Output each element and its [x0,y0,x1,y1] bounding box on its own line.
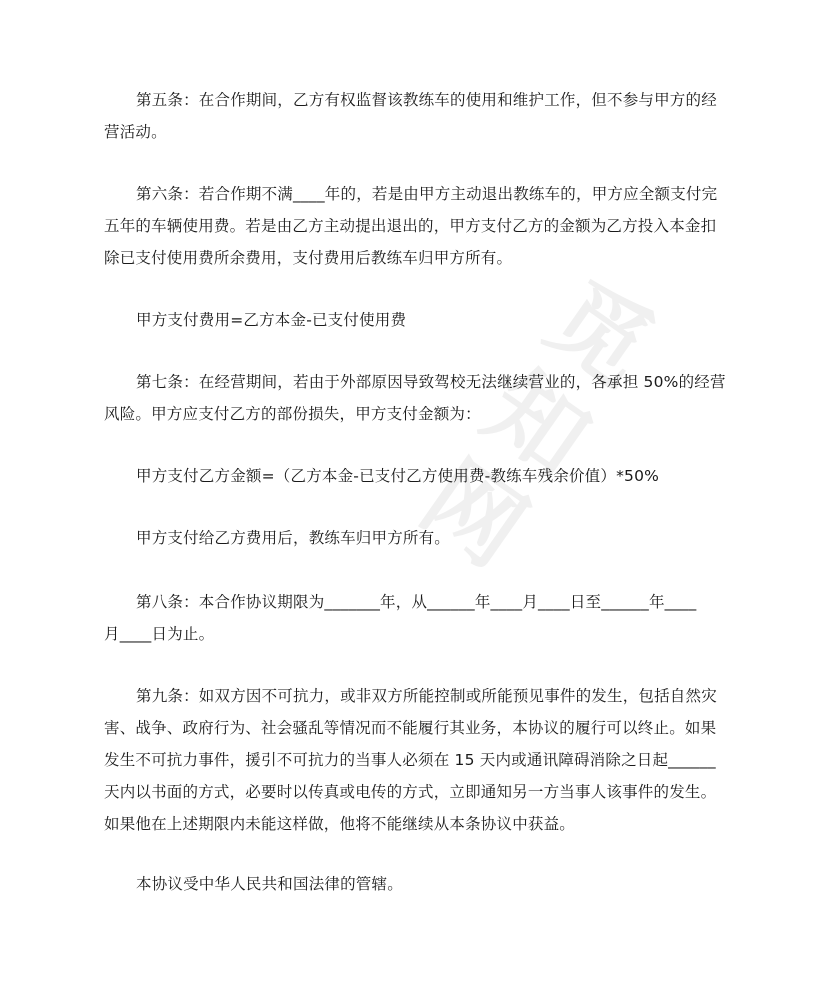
payment-formula-paragraph [104,304,728,336]
paragraph-line: 第七条：在经营期间，若由于外部原因导致驾校无法继续营业的，各承担 50%的经营 [136,373,726,391]
governing-law-paragraph [104,868,728,900]
compensation-formula-paragraph [104,460,728,492]
paragraph-line: 第八条：本合作协议期限为_______年，从______年____月____日至______年____ [136,593,697,611]
paragraph-line: 发生不可抗力事件，援引不可抗力的当事人必须在 15 天内或通讯障碍消除之日起______ [104,751,716,769]
article-9-paragraph [104,680,728,840]
article-7-paragraph [104,366,728,430]
paragraph-line: 营活动。 [104,123,167,141]
article-5-paragraph [104,84,728,148]
paragraph-line: 甲方支付给乙方费用后，教练车归甲方所有。 [136,529,451,547]
paragraph-line: 除已支付使用费所余费用，支付费用后教练车归甲方所有。 [104,249,513,267]
watermark-char: 觅 [528,260,672,408]
paragraph-line: 本协议受中华人民共和国法律的管辖。 [136,875,403,893]
paragraph-line: 第五条：在合作期间，乙方有权监督该教练车的使用和维护工作，但不参与甲方的经 [136,91,717,109]
article-8-paragraph [104,586,728,650]
paragraph-line: 甲方支付乙方金额=（乙方本金-已支付乙方使用费-教练车残余价值）*50% [136,467,660,485]
watermark-char: 网 [402,440,546,588]
paragraph-line: 如果他在上述期限内未能这样做，他将不能继续从本条协议中获益。 [104,815,576,833]
paragraph-line: 风险。甲方应支付乙方的部份损失，甲方支付金额为： [104,405,481,423]
paragraph-line: 五年的车辆使用费。若是由乙方主动提出退出的，甲方支付乙方的金额为乙方投入本金扣 [104,217,717,235]
paragraph-line: 月____日为止。 [104,625,215,643]
paragraph-line: 第六条：若合作期不满____年的，若是由甲方主动退出教练车的，甲方应全额支付完 [136,185,718,203]
paragraph-line: 天内以书面的方式，必要时以传真或电传的方式，立即通知另一方当事人该事件的发生。 [104,783,717,801]
watermark-char: 知 [465,350,609,498]
paragraph-line: 甲方支付费用=乙方本金-已支付使用费 [136,311,407,329]
ownership-paragraph [104,522,728,554]
paragraph-line: 害、战争、政府行为、社会骚乱等情况而不能履行其业务，本协议的履行可以终止。如果 [104,719,717,737]
paragraph-line: 第九条：如双方因不可抗力，或非双方所能控制或所能预见事件的发生，包括自然灾 [136,687,717,705]
article-6-paragraph [104,178,728,274]
